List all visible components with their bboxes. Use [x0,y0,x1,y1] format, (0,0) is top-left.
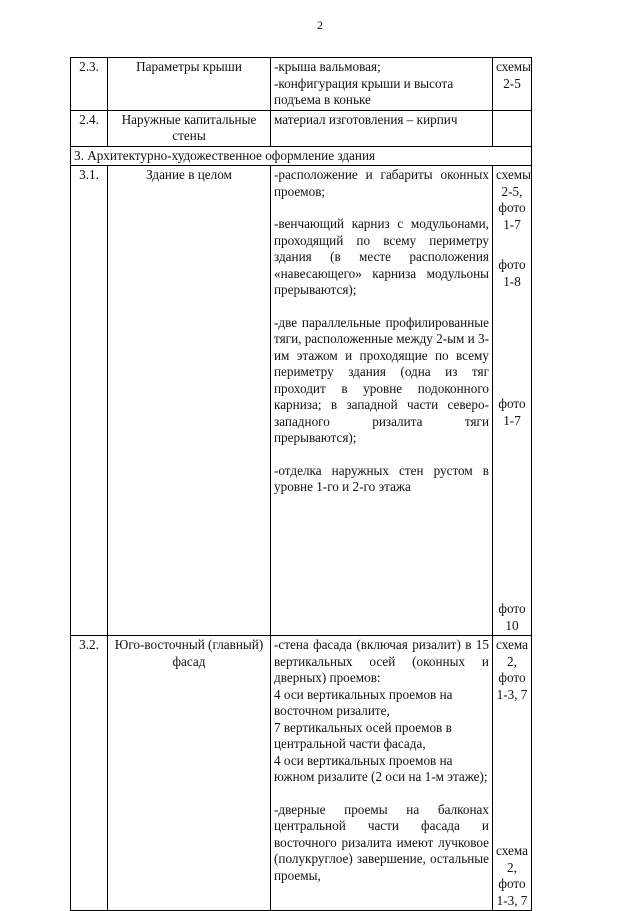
table-row-2-4 [71,110,532,146]
row-number: 3.2. [71,636,108,911]
description-item: -две параллельные профилированные тяги, расположенные между 2-ым и 3-им этажом и проходящие по всему периметру здания (одна из тяг проходит в уровне подоконного карниза; в западной части северо-западного ризалита тяги прерываются); [274,314,489,445]
table-row-3-2 [71,636,532,911]
description-item: 4 оси вертикальных проемов на восточном ризалите, [274,686,453,718]
parameter-description [271,166,493,636]
reference: фото 1-8 [498,257,526,289]
description-item: -стена фасада (включая ризалит) в 15 вертикальных осей (оконных и дверных) проемов: [274,637,489,685]
row-number: 3.1. [71,166,108,636]
section-heading: 3. Архитектурно-художественное оформление здания [71,146,532,166]
reference: схема 2, фото 1-3, 7 [496,637,528,702]
page-number: 2 [317,18,323,32]
reference: схемы 2-5, фото 1-7 [496,167,532,232]
description-item: -дверные проемы на балконах центральной части фасада и восточного ризалита имеют лучковое (полукруглое) завершение, остальные проемы, [274,801,489,883]
reference-cell [493,166,532,636]
description-line: -конфигурация крыши и высота подъема в коньке [274,75,454,107]
description-item: 4 оси вертикальных проемов на южном ризалите (2 оси на 1-м этаже); [274,752,488,784]
parameter-name: Юго-восточный (главный) фасад [108,636,271,911]
reference-cell [493,636,532,911]
parameter-description [271,58,493,111]
table-row-3-1 [71,166,532,636]
row-number: 2.4. [71,110,108,146]
parameter-name: Наружные капитальные стены [108,110,271,146]
description-line: -крыша вальмовая; [274,59,381,74]
parameter-name: Здание в целом [108,166,271,636]
reference: схема 2, фото 1-3, 7 [496,843,528,908]
description-item: -расположение и габариты оконных проемов; [274,167,489,199]
reference: фото 1-7 [498,396,526,428]
reference: фото 10 [498,601,526,633]
parameter-description: материал изготовления – кирпич [271,110,493,146]
row-number: 2.3. [71,58,108,111]
description-item: 7 вертикальных осей проемов в центральной части фасада, [274,719,452,751]
table-row-2-3 [71,58,532,111]
description-item: -венчающий карниз с модульонами, проходящий по всему периметру здания (в месте расположения «навесающего» карниза модульоны прерываются); [274,216,489,297]
parameter-description [271,636,493,911]
section-heading-row [71,146,532,166]
description-item: -отделка наружных стен рустом в уровне 1-го и 2-го этажа [274,462,489,494]
reference: схемы 2-5 [493,58,532,111]
reference [493,110,532,146]
heritage-table [70,57,532,911]
parameter-name: Параметры крыши [108,58,271,111]
